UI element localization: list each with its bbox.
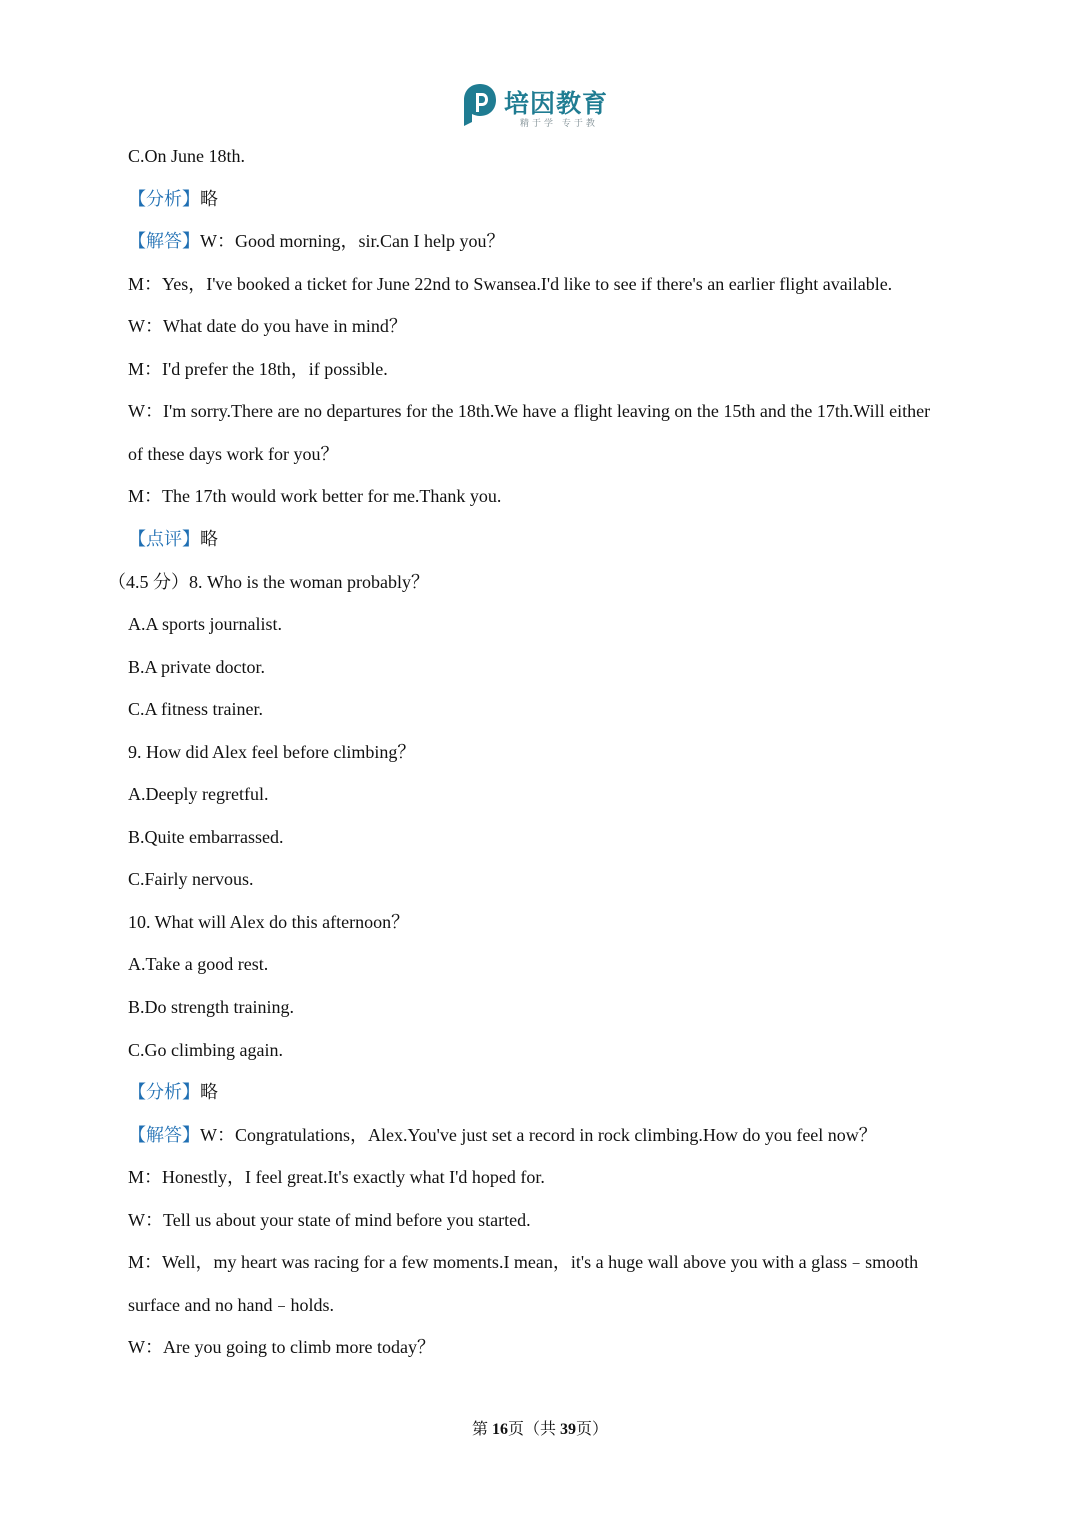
- text-line: [128, 273, 892, 295]
- text-line: [128, 485, 501, 507]
- brand-logo: [462, 80, 622, 132]
- annotated-line: [128, 188, 218, 210]
- footer-suffix: 页）: [576, 1421, 609, 1438]
- text-line: [128, 1039, 283, 1061]
- text-line: [108, 571, 429, 593]
- line-text: M：Yes，I've booked a ticket for June 22nd to Swansea.I'd like to see if there's an earlier flight available.: [128, 273, 893, 294]
- text-line: [128, 1336, 435, 1358]
- line-text: W：Good morning，sir.Can I help you？: [200, 231, 505, 252]
- line-text: M：The 17th would work better for me.Thank you.: [128, 486, 502, 507]
- line-text: W：Congratulations，Alex.You've just set a record in rock climbing.How do you feel now？: [200, 1124, 877, 1145]
- line-text: （4.5 分）8. Who is the woman probably？: [108, 571, 429, 592]
- text-line: [128, 1166, 545, 1188]
- line-text: W：I'm sorry.There are no departures for the 18th.We have a flight leaving on the 15th and the 17th.Will either: [128, 401, 931, 422]
- text-line: [128, 741, 415, 763]
- text-line: [128, 826, 283, 848]
- line-text: 略: [200, 188, 218, 209]
- logo-slogan: 精于学 专于教: [520, 119, 598, 129]
- section-tag: 【分析】: [128, 188, 200, 209]
- text-line: [128, 953, 268, 975]
- line-text: C.Fairly nervous.: [128, 869, 254, 890]
- line-text: B.Do strength training.: [128, 997, 294, 1017]
- annotated-line: [128, 528, 218, 550]
- line-text: of these days work for you？: [128, 443, 339, 464]
- page-footer: [0, 1416, 1080, 1439]
- text-line: [128, 443, 338, 465]
- line-text: W：Tell us about your state of mind before you started.: [128, 1209, 531, 1230]
- annotated-line: [128, 1124, 877, 1146]
- annotated-line: [128, 230, 504, 252]
- footer-page-number: 16: [491, 1421, 508, 1438]
- text-line: [128, 656, 265, 678]
- text-line: [128, 1294, 334, 1316]
- line-text: 9. How did Alex feel before climbing？: [128, 741, 416, 762]
- line-text: 10. What will Alex do this afternoon？: [128, 911, 410, 932]
- footer-total-pages: 39: [560, 1421, 576, 1438]
- text-line: [128, 868, 254, 890]
- section-tag: 【分析】: [128, 1082, 200, 1103]
- line-text: W：What date do you have in mind？: [128, 316, 407, 337]
- line-text: M：I'd prefer the 18th，if possible.: [128, 358, 388, 379]
- logo-name: 培因教育: [504, 89, 609, 118]
- line-text: 略: [200, 1082, 218, 1103]
- section-tag: 【点评】: [128, 528, 200, 549]
- text-line: [128, 996, 294, 1018]
- line-text: B.Quite embarrassed.: [128, 826, 284, 847]
- line-text: 略: [200, 528, 218, 549]
- text-line: [128, 1251, 918, 1273]
- text-line: [128, 1209, 531, 1231]
- line-text: B.A private doctor.: [128, 656, 265, 677]
- footer-prefix: 第: [471, 1421, 492, 1438]
- line-text: A.A sports journalist.: [128, 614, 283, 635]
- text-line: [128, 613, 282, 635]
- text-line: [128, 783, 268, 805]
- line-text: W：Are you going to climb more today？: [128, 1337, 435, 1358]
- line-text: surface and no hand﹣holds.: [128, 1294, 334, 1315]
- text-line: [128, 911, 409, 933]
- line-text: C.A fitness trainer.: [128, 699, 263, 720]
- section-tag: 【解答】: [128, 1124, 200, 1145]
- text-line: [128, 358, 388, 380]
- annotated-line: [128, 1081, 218, 1103]
- line-text: M：Honestly，I feel great.It's exactly what I'd hoped for.: [128, 1167, 545, 1188]
- section-tag: 【解答】: [128, 231, 200, 252]
- line-text: A.Deeply regretful.: [128, 784, 269, 805]
- line-text: C.On June 18th.: [128, 146, 245, 166]
- line-text: A.Take a good rest.: [128, 954, 269, 975]
- text-line: [128, 315, 407, 337]
- text-line: [128, 400, 930, 422]
- footer-middle: 页（共: [507, 1421, 560, 1438]
- line-text: M：Well，my heart was racing for a few moments.I mean，it's a huge wall above you with a glass﹣smooth: [128, 1252, 919, 1273]
- line-text: C.Go climbing again.: [128, 1039, 283, 1060]
- text-line: [128, 145, 245, 167]
- p-logo-icon: [462, 82, 498, 130]
- text-line: [128, 698, 263, 720]
